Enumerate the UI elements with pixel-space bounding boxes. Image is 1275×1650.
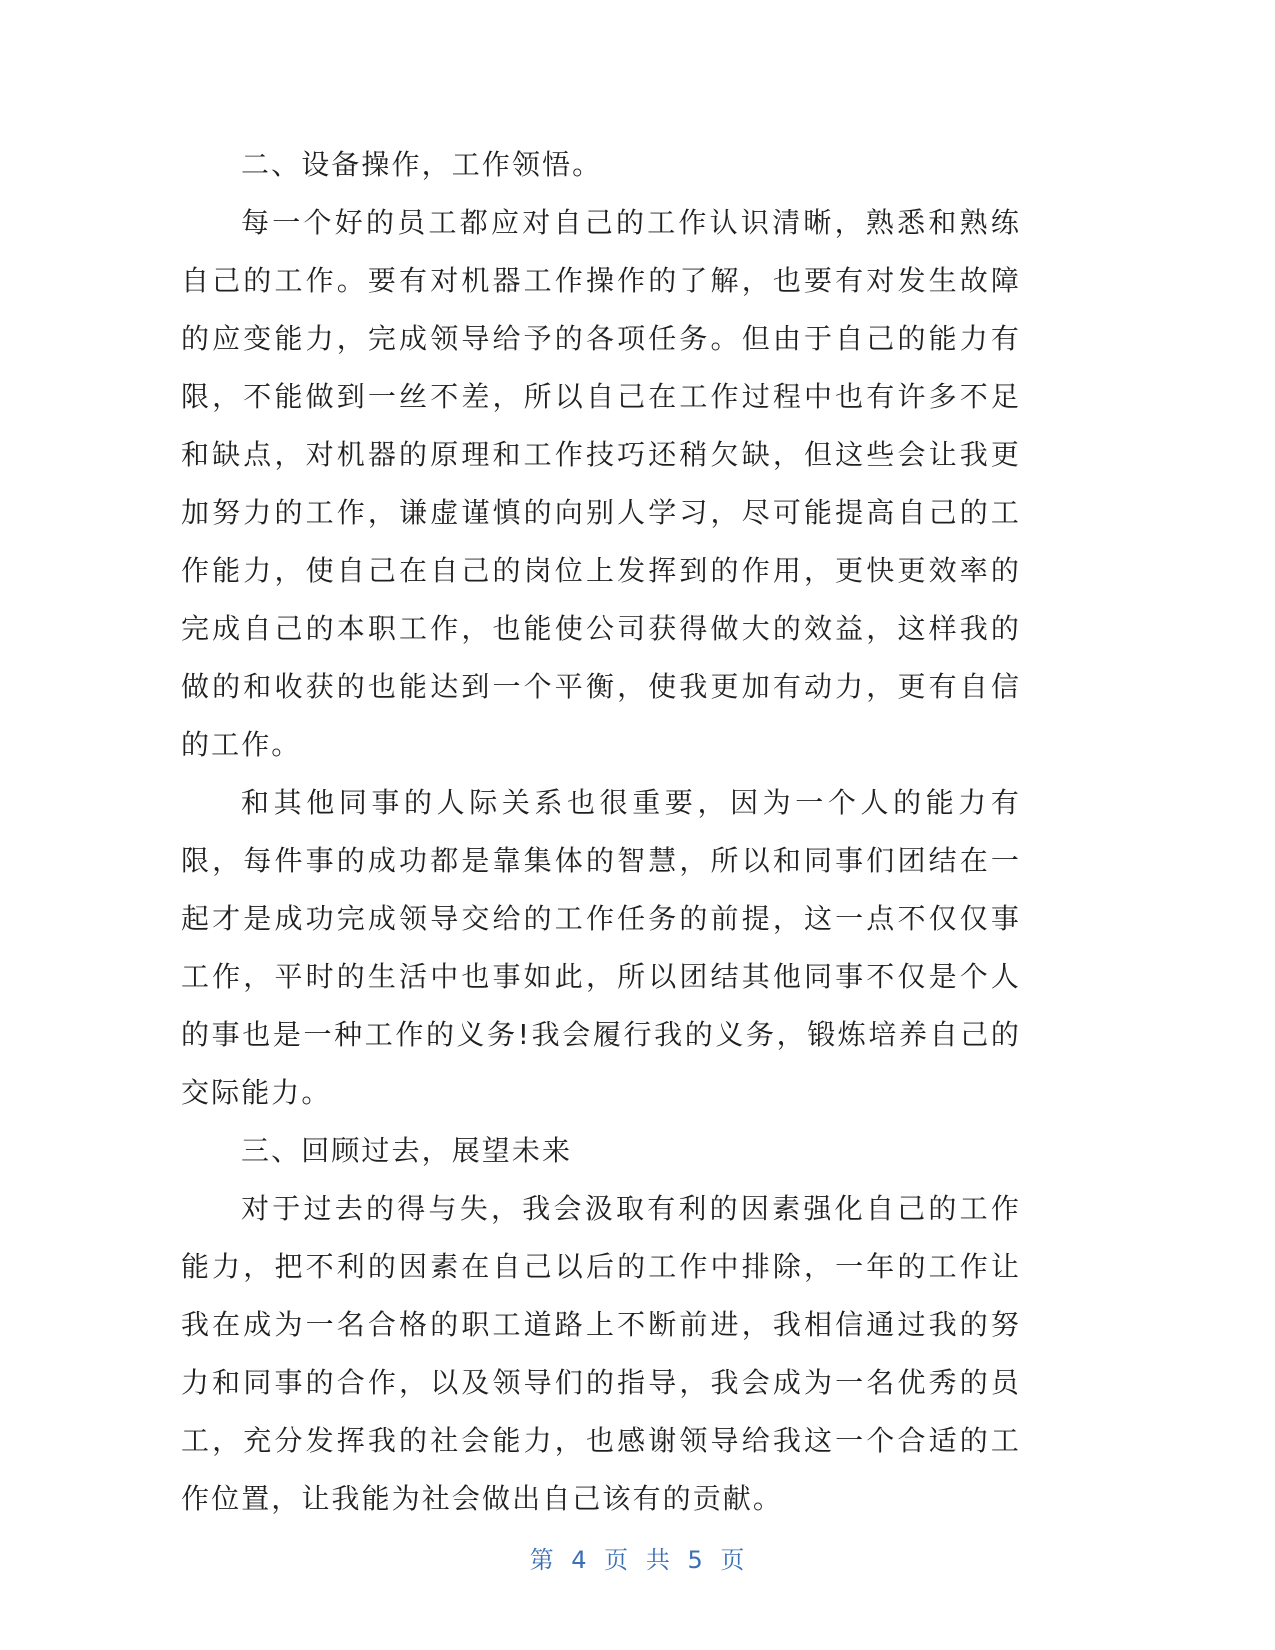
footer-prefix: 第 [529, 1546, 555, 1574]
footer-total-word: 共 [645, 1546, 671, 1574]
section-heading-review-outlook: 三、回顾过去，展望未来 [241, 1134, 573, 1167]
page-footer [0, 1540, 1275, 1575]
paragraph-future-outlook: 对于过去的得与失，我会汲取有利的因素强化自己的工作能力，把不利的因素在自己以后的工作中排除，一年的工作让我在成为一名合格的职工道路上不断前进，我相信通过我的努力和同事的合作，以及领导们的指导，我会成为一名优秀的员工，充分发挥我的社会能力，也感谢领导给我这一个合适的工作位置，让我能为社会做出自己该有的贡献。 [181, 1192, 1021, 1515]
footer-page-word: 页 [604, 1546, 630, 1574]
document-body [181, 136, 1021, 1528]
footer-page-word-2: 页 [720, 1546, 746, 1574]
paragraph-colleague-relations: 和其他同事的人际关系也很重要，因为一个人的能力有限，每件事的成功都是靠集体的智慧，所以和同事们团结在一起才是成功完成领导交给的工作任务的前提，这一点不仅仅事工作，平时的生活中也事如此，所以团结其他同事不仅是个人的事也是一种工作的义务!我会履行我的义务，锻炼培养自己的交际能力。 [181, 786, 1021, 1109]
section-heading-equipment-operation: 二、设备操作，工作领悟。 [241, 148, 603, 181]
paragraph-work-understanding: 每一个好的员工都应对自己的工作认识清晰，熟悉和熟练自己的工作。要有对机器工作操作的了解，也要有对发生故障的应变能力，完成领导给予的各项任务。但由于自己的能力有限，不能做到一丝不差，所以自己在工作过程中也有许多不足和缺点，对机器的原理和工作技巧还稍欠缺，但这些会让我更加努力的工作，谦虚谨慎的向别人学习，尽可能提高自己的工作能力，使自己在自己的岗位上发挥到的作用，更快更效率的完成自己的本职工作，也能使公司获得做大的效益，这样我的做的和收获的也能达到一个平衡，使我更加有动力，更有自信的工作。 [181, 206, 1021, 761]
footer-total-pages: 5 [687, 1546, 704, 1574]
footer-current-page: 4 [571, 1546, 588, 1574]
